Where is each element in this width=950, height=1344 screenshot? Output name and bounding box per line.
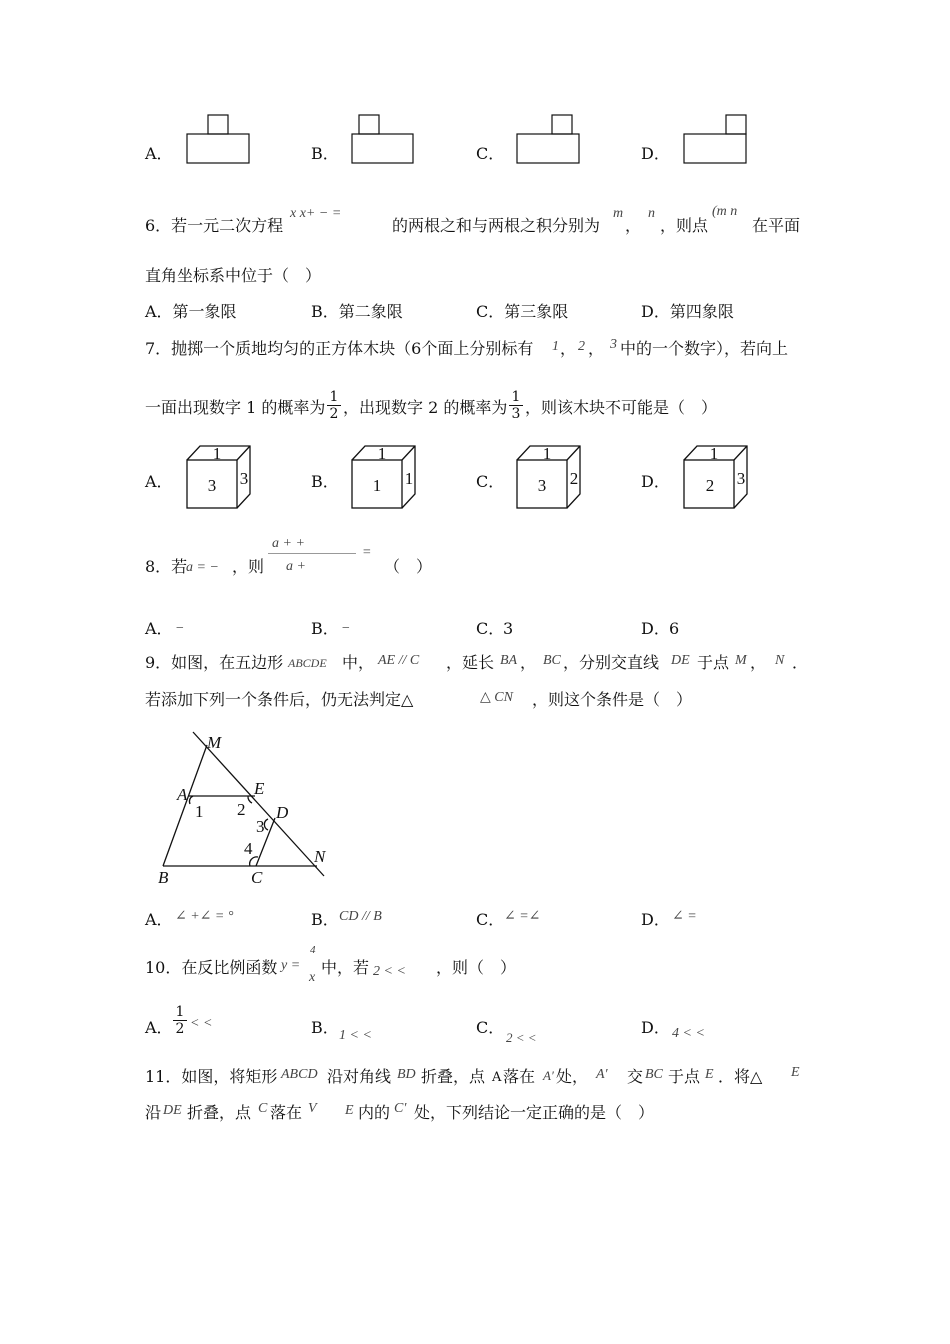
q11-bd: BD (397, 1067, 416, 1082)
q11-a: A (492, 1070, 502, 1085)
q6-equation: x x+ − = (290, 206, 342, 221)
q6-line2: 直角坐标系中位于（ ） (145, 266, 322, 285)
q11-abcd: ABCD (281, 1067, 318, 1082)
q8-option-d-value: 6 (669, 619, 680, 638)
q11-line1-d: 落在 (503, 1067, 536, 1086)
q11-c: C (258, 1101, 268, 1116)
q6-comma: ， (625, 216, 642, 235)
q9-line1-b: 中， (342, 653, 375, 672)
q9-pentagon: ABCDE (288, 656, 327, 670)
q9-angle-4-label: 4 (244, 839, 253, 858)
q10-option-a-frac-num: 1 (175, 1004, 185, 1020)
q7-comma-1: ， (560, 339, 577, 358)
q7-cube-b-side: 1 (404, 469, 414, 488)
q7-cube-d-side: 3 (736, 469, 746, 488)
q10-option-d-label: D． (641, 1018, 670, 1037)
q5-option-c-label: C． (476, 144, 505, 163)
q7-line2-c: ，则该木块不可能是（ ） (525, 398, 718, 417)
q7-option-c-label: C． (476, 472, 505, 491)
q6-prefix: 6．若一元二次方程 (145, 216, 284, 235)
q7-line2-b: ，出现数字 2 的概率为 (343, 398, 508, 417)
q10-func-y: y = (281, 958, 301, 973)
q7-cube-a-top: 1 (212, 444, 222, 463)
q7-num-2: 2 (578, 339, 585, 354)
q11-bc: BC (645, 1067, 663, 1082)
q6-option-a: A．第一象限 (145, 302, 237, 321)
q9-option-a-label: A． (145, 910, 173, 929)
q7-frac1-num: 1 (329, 389, 339, 405)
q8-paren: （ ） (384, 557, 433, 576)
q10-option-c-label: C． (476, 1018, 505, 1037)
q9-option-c-value: ∠ =∠ (504, 909, 541, 924)
q11-triangle-symbol: V (308, 1101, 317, 1116)
q9-angle-2-label: 2 (237, 800, 246, 819)
q7-num-3: 3 (610, 337, 617, 352)
q11-e: E (705, 1067, 714, 1082)
q9-option-b-value: CD // B (339, 909, 382, 924)
q11-line2-d: 内的 (358, 1103, 391, 1122)
q10-prefix: 10．在反比例函数 (145, 958, 278, 977)
q9-triangle: △ CN (480, 690, 513, 705)
q11-line1-e: 处， (556, 1067, 589, 1086)
q6-m: m (613, 206, 624, 221)
q7-option-b-label: B． (311, 472, 339, 491)
q9-line1-d: ， (520, 653, 537, 672)
q6-option-d: D．第四象限 (641, 302, 734, 321)
q8-numerator: a + + (272, 536, 305, 551)
q5-option-a-label: A． (145, 144, 173, 163)
q9-line-mn (193, 732, 324, 876)
q5-option-d-label: D． (641, 144, 670, 163)
q9-label-e: E (254, 779, 265, 798)
q11-line1-f: 交 (627, 1067, 644, 1086)
q10-option-a-label: A． (145, 1018, 173, 1037)
q7-comma-2: ， (588, 339, 605, 358)
q10-option-a-fraction (173, 1004, 187, 1037)
q6-option-c: C．第三象限 (476, 302, 569, 321)
q10-func-num: 4 (310, 944, 316, 956)
q11-a-prime-2: A′ (596, 1067, 608, 1082)
q11-line1-h: ．将△ (718, 1067, 763, 1086)
q8-then: ，则 (232, 557, 265, 576)
q7-cube-d-front: 2 (705, 476, 715, 495)
q9-angle-1-label: 1 (195, 802, 204, 821)
q7-option-d-label: D． (641, 472, 670, 491)
q9-option-d-value: ∠ = (672, 909, 697, 924)
q5-option-b-label: B． (311, 144, 339, 163)
q7-num-1: 1 (552, 339, 559, 354)
q9-label-m: M (207, 733, 222, 752)
q11-de: DE (163, 1103, 182, 1118)
q7-line1-prefix: 7．抛掷一个质地均匀的正方体木块（6个面上分别标有 (145, 339, 534, 358)
q8-condition: a = − (186, 560, 219, 575)
q7-cube-d-top: 1 (709, 444, 719, 463)
q9-line1-f: 于点 (697, 653, 730, 672)
q10-mid: 中，若 (321, 958, 370, 977)
q10-tail: ，则（ ） (436, 958, 517, 977)
q7-cube-b-top: 1 (377, 444, 387, 463)
q9-label-b: B (158, 868, 169, 887)
q9-line1-h: ． (792, 653, 809, 672)
q11-line2-c: 落在 (270, 1103, 303, 1122)
q7-cube-a-side: 3 (239, 469, 249, 488)
q9-line2-b: ，则这个条件是（ ） (532, 690, 693, 709)
q7-option-a-label: A． (145, 472, 173, 491)
q11-line2-a: 沿 (145, 1103, 162, 1122)
q9-line1-a: 9．如图，在五边形 (145, 653, 284, 672)
q7-cube-c-side: 2 (569, 469, 579, 488)
q9-ae-parallel: AE // C (378, 653, 420, 668)
q9-line2-a: 若添加下列一个条件后，仍无法判定△ (145, 690, 414, 709)
q11-e3: E (345, 1103, 354, 1118)
q7-line2-a: 一面出现数字 1 的概率为 (145, 398, 326, 417)
q8-option-a-value: − (175, 621, 185, 636)
q10-option-b-label: B． (311, 1018, 339, 1037)
q11-line2-e: 处，下列结论一定正确的是（ ） (414, 1103, 655, 1122)
q6-point: (m n (712, 204, 738, 219)
q9-n: N (775, 653, 785, 668)
q9-m: M (735, 653, 747, 668)
q9-option-d-label: D． (641, 910, 670, 929)
q11-a-prime-1: A′ (543, 1068, 554, 1083)
q9-ba: BA (500, 653, 518, 668)
q9-label-c: C (251, 868, 263, 887)
q9-angle-1-arc (189, 796, 193, 804)
q9-option-a-value: ∠ +∠ = ° (175, 909, 234, 924)
q9-line1-g: ， (750, 653, 767, 672)
q9-option-b-label: B． (311, 910, 339, 929)
q7-cube-a-front: 3 (207, 476, 217, 495)
q9-label-a: A (177, 785, 188, 804)
q6-mid: 的两根之和与两根之积分别为 (392, 216, 601, 235)
q11-line1-g: 于点 (668, 1067, 701, 1086)
q6-n: n (648, 206, 655, 221)
q9-option-c-label: C． (476, 910, 505, 929)
q8-option-d-label: D． (641, 619, 670, 638)
q10-condition: 2 < < (373, 964, 406, 979)
q11-line1-c: 折叠，点 (421, 1067, 486, 1086)
q7-line1-tail: 中的一个数字），若向上 (620, 339, 789, 358)
q11-line1-b: 沿对角线 (327, 1067, 392, 1086)
q10-option-a-frac-den: 2 (173, 1020, 187, 1037)
q9-label-n: N (314, 847, 326, 866)
q7-frac2-den: 3 (509, 405, 523, 422)
q6-option-b: B．第二象限 (311, 302, 403, 321)
q8-equals: = (362, 545, 372, 560)
q8-option-b-value: − (341, 621, 351, 636)
q11-c-prime: C′ (394, 1101, 407, 1116)
q9-line1-e: ，分别交直线 (563, 653, 660, 672)
q9-line1-c: ，延长 (446, 653, 495, 672)
q7-frac2-num: 1 (511, 389, 521, 405)
q7-cube-c-front: 3 (537, 476, 547, 495)
q10-option-a-value: < < (190, 1016, 213, 1031)
q10-option-c-value: 2 < < (506, 1030, 537, 1045)
q9-angle-3-label: 3 (256, 817, 265, 836)
q10-option-b-value: 1 < < (339, 1028, 372, 1043)
q8-option-c-label: C． (476, 619, 505, 638)
q10-func-den: x (309, 970, 316, 985)
q6-tail: 在平面 (752, 216, 801, 235)
q6-mid2: ，则点 (660, 216, 709, 235)
q7-cube-c-top: 1 (542, 444, 552, 463)
q10-option-d-value: 4 < < (672, 1026, 705, 1041)
q9-label-d: D (276, 803, 289, 822)
q8-option-b-label: B． (311, 619, 339, 638)
q11-line1-a: 11．如图，将矩形 (145, 1067, 278, 1086)
q11-line2-b: 折叠，点 (187, 1103, 252, 1122)
q8-prefix: 8．若 (145, 557, 188, 576)
q9-de: DE (671, 653, 690, 668)
q8-denominator: a + (286, 559, 306, 574)
q7-frac1-den: 2 (327, 405, 341, 422)
q7-cube-b-front: 1 (372, 476, 382, 495)
q8-option-a-label: A． (145, 619, 173, 638)
q9-angle-3-arc (264, 819, 268, 830)
q11-e2: E (791, 1065, 800, 1080)
q8-option-c-value: 3 (503, 619, 514, 638)
q9-bc: BC (543, 653, 561, 668)
